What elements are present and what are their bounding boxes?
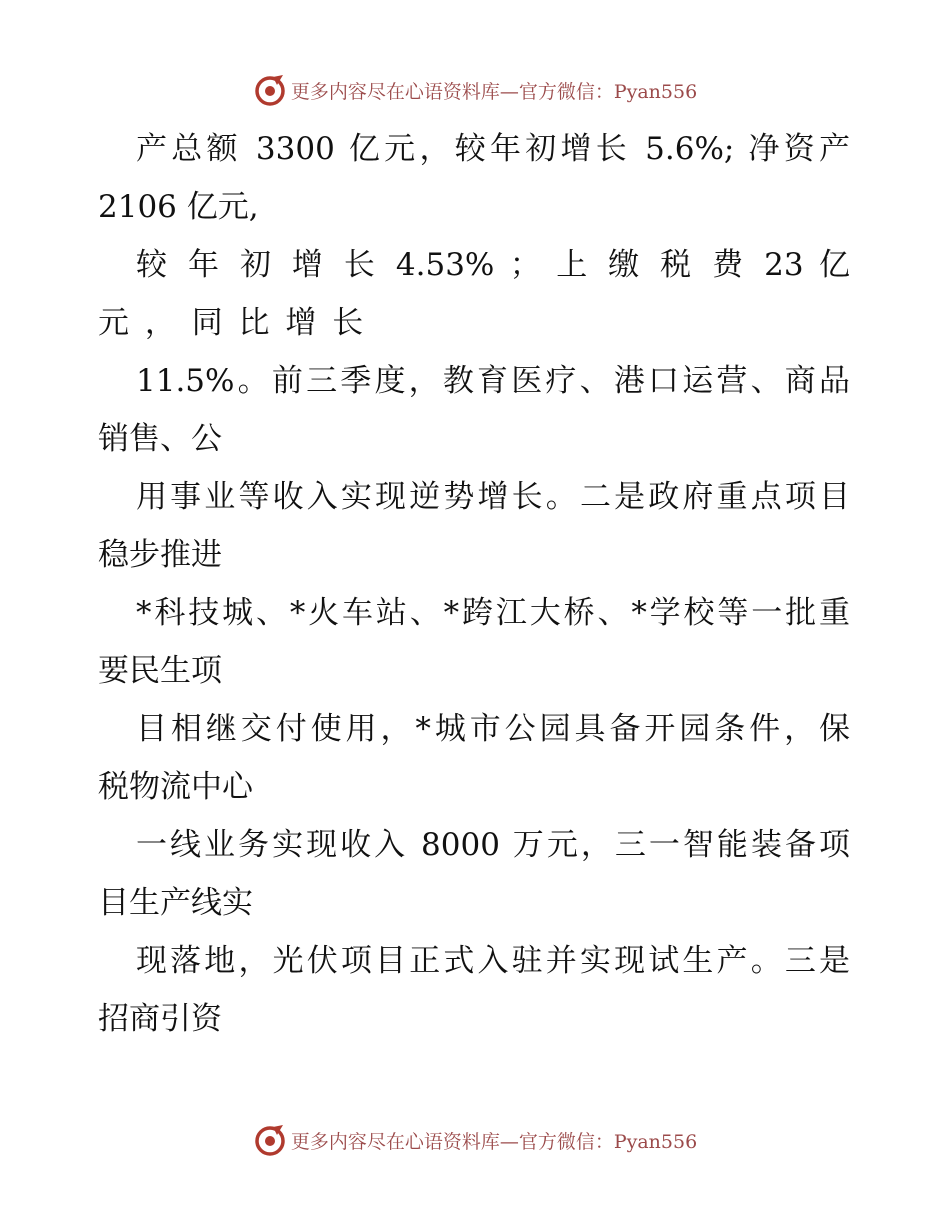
body-line: *科技城、*火车站、*跨江大桥、*学校等一批重	[136, 595, 850, 631]
body-line: 目生产线实	[98, 885, 253, 921]
header-watermark	[0, 70, 950, 110]
body-line: 用事业等收入实现逆势增长。二是政府重点项目	[136, 479, 850, 515]
body-line: 11.5%。前三季度，教育医疗、港口运营、商品	[136, 363, 850, 399]
body-line: 产总额 3300 亿元，较年初增长 5.6%; 净资产	[136, 131, 850, 167]
body-line: 现落地，光伏项目正式入驻并实现试生产。三是	[136, 943, 850, 979]
watermark-text: 更多内容尽在心语资料库—官方微信：Pyan556	[290, 80, 698, 103]
body-line: 一线业务实现收入 8000 万元，三一智能装备项	[136, 827, 850, 863]
body-line: 税物流中心	[98, 769, 253, 805]
watermark-text: 更多内容尽在心语资料库—官方微信：Pyan556	[290, 1130, 698, 1153]
document-body	[98, 120, 850, 1048]
body-line: 招商引资	[98, 1001, 222, 1037]
footer-watermark	[0, 1120, 950, 1160]
body-line: 销售、公	[98, 421, 222, 457]
body-line: 稳步推进	[98, 537, 222, 573]
library-logo-icon	[253, 73, 287, 107]
body-line: 目相继交付使用，*城市公园具备开园条件，保	[136, 711, 850, 747]
body-line: 要民生项	[98, 653, 222, 689]
body-line: 2106 亿元,	[98, 189, 259, 225]
body-line: 元 ， 同 比 增 长	[98, 305, 364, 341]
body-line: 较 年 初 增 长 4.53% ； 上 缴 税 费 23 亿	[136, 247, 850, 283]
library-logo-icon	[253, 1123, 287, 1157]
